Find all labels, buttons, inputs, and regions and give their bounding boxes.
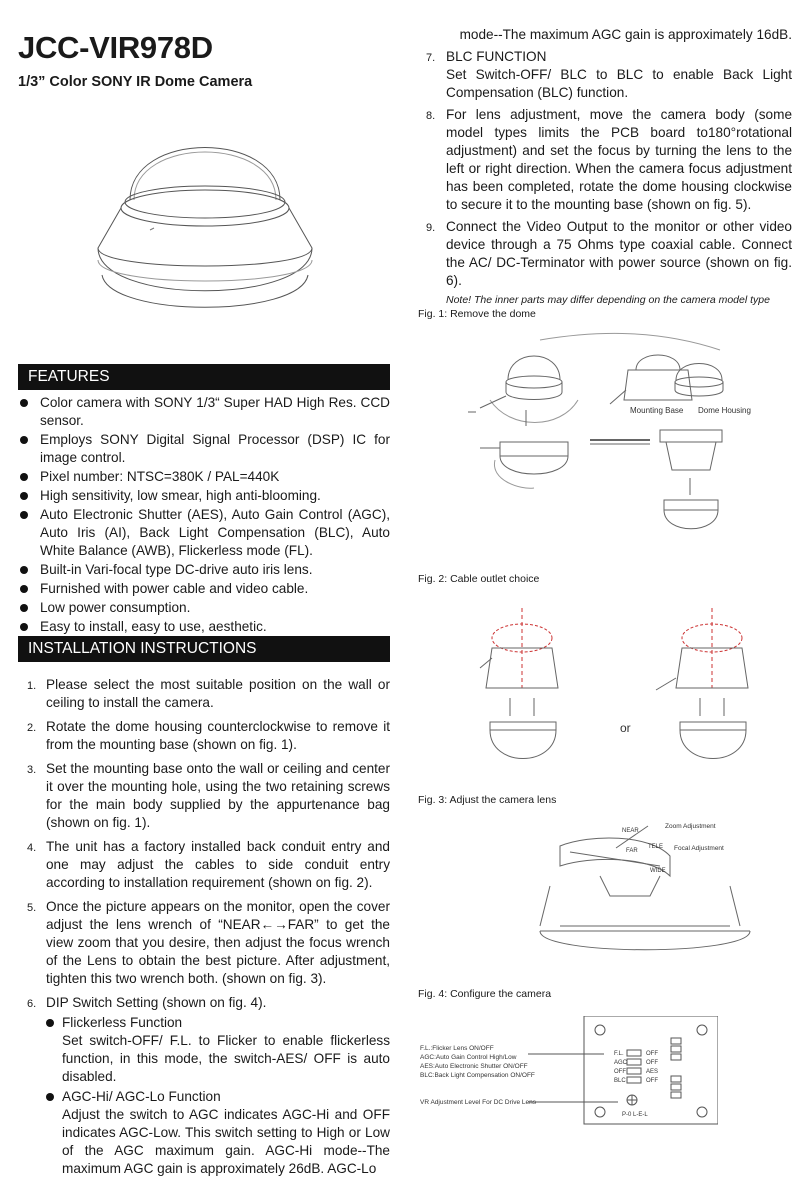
fig3-far-label: FAR: [626, 848, 638, 854]
switch-state: OFF: [646, 1051, 658, 1057]
dip-heading: AGC-Hi/ AGC-Lo Function: [62, 1089, 221, 1104]
dip-switch-list: [46, 1014, 390, 1178]
list-item: [418, 218, 792, 290]
step-number: 1.: [27, 680, 37, 692]
step-number: 3.: [27, 764, 37, 776]
legend-line: BLC:Back Light Compensation ON/OFF: [420, 1072, 535, 1079]
header: [18, 30, 391, 90]
step-number: 7.: [426, 52, 436, 64]
step-number: 8.: [426, 110, 436, 122]
step-text: For lens adjustment, move the camera body (some model types limits the PCB board to180°rotational adjustment) and set the focus by turning the lens to the left or right direction. When the camera focus adjustment has been completed, rotate the dome housing clockwise to secure it to the mounting base (shown on fig. 5).: [446, 107, 792, 212]
list-item: [20, 676, 390, 712]
fig3-illustration: [530, 816, 760, 966]
list-item: [418, 48, 792, 102]
legend-line: AGC:Auto Gain Control High/Low: [420, 1054, 517, 1061]
page-subtitle: 1/3” Color SONY IR Dome Camera: [18, 74, 253, 90]
list-item: [20, 838, 390, 892]
list-item: High sensitivity, low smear, high anti-blooming.: [20, 487, 390, 505]
step-text: Please select the most suitable position on the wall or ceiling to install the camera.: [46, 677, 390, 710]
list-item: [418, 106, 792, 214]
list-item: Pixel number: NTSC=380K / PAL=440K: [20, 468, 390, 486]
list-item: [46, 1014, 390, 1086]
switch-state: OFF: [646, 1078, 658, 1084]
dip-text: Set switch-OFF/ F.L. to Flicker to enable flickerless function, in this mode, the switch-AES/ OFF is auto disabled.: [62, 1033, 390, 1084]
switch-label: F.L.: [614, 1051, 624, 1057]
legend-line: F.L.:Flicker Lens ON/OFF: [420, 1045, 494, 1052]
step-number: 2.: [27, 722, 37, 734]
list-item: Easy to install, easy to use, aesthetic.: [20, 618, 390, 636]
step-text: Once the picture appears on the monitor, open the cover adjust the lens wrench of “NEAR←→FAR” to get the view zoom that you desire, then adjust the focus wrench of the Lens to obtain the best picture. After adjustment, tighten this two wrench both. (shown on fig. 3).: [46, 899, 390, 986]
switch-label: AGC: [614, 1060, 628, 1066]
fig4-caption: Fig. 4: Configure the camera: [418, 988, 552, 1000]
list-item: Auto Electronic Shutter (AES), Auto Gain Control (AGC), Auto Iris (AI), Back Light Compensation (BLC), Auto White Balance (AWB), Flickerless mode (FL).: [20, 506, 390, 560]
fig1-caption: Fig. 1: Remove the dome: [418, 308, 536, 320]
fig2-illustration: [470, 598, 770, 788]
fig1-label-base: Mounting Base: [630, 406, 684, 415]
step-number: 5.: [27, 902, 37, 914]
fig3-focal-label: Focal Adjustment: [674, 845, 724, 852]
features-list: [20, 394, 390, 637]
list-item: [20, 760, 390, 832]
list-item: Furnished with power cable and video cable.: [20, 580, 390, 598]
fig1-label-housing: Dome Housing: [698, 406, 751, 415]
step-number: 4.: [27, 842, 37, 854]
list-item: Color camera with SONY 1/3“ Super HAD High Res. CCD sensor.: [20, 394, 390, 430]
list-item: Low power consumption.: [20, 599, 390, 617]
step-text: Rotate the dome housing counterclockwise to remove it from the mounting base (shown on fig. 1).: [46, 719, 390, 752]
list-item: Built-in Vari-focal type DC-drive auto iris lens.: [20, 561, 390, 579]
note-text: Note! The inner parts may differ depending on the camera model type: [446, 294, 770, 306]
continued-text: mode--The maximum AGC gain is approximately 16dB.: [459, 27, 792, 42]
fig2-or-label: or: [620, 721, 631, 735]
step-text: BLC FUNCTION: [446, 49, 547, 64]
step-detail: Set Switch-OFF/ BLC to BLC to enable Back Light Compensation (BLC) function.: [446, 67, 792, 100]
install-steps-list: [20, 676, 390, 1180]
features-heading: FEATURES: [18, 364, 390, 390]
dip-heading: Flickerless Function: [62, 1015, 183, 1030]
list-item: [20, 994, 390, 1178]
fig3-caption: Fig. 3: Adjust the camera lens: [418, 794, 557, 806]
fig1-illustration: [460, 330, 790, 540]
install-heading: INSTALLATION INSTRUCTIONS: [18, 636, 390, 662]
page-title: JCC-VIR978D: [18, 30, 213, 65]
list-item: [20, 898, 390, 988]
list-item: [46, 1088, 390, 1178]
fig4-illustration: [418, 1016, 718, 1126]
step-text: DIP Switch Setting (shown on fig. 4).: [46, 995, 267, 1010]
vr-label: VR Adjustment Level For DC Drive Lens: [420, 1099, 536, 1106]
fig3-near-label: NEAR: [622, 828, 639, 834]
dome-camera-illustration: [90, 100, 320, 330]
fig2-caption: Fig. 2: Cable outlet choice: [418, 573, 540, 585]
step-text: Set the mounting base onto the wall or ceiling and center it over the mounting hole, using the two retaining screws for the main body supplied by the appurtenance bag (shown on fig. 1).: [46, 761, 390, 830]
install-steps-list-right: [418, 48, 792, 290]
step-text: The unit has a factory installed back conduit entry and one may adjust the cables to side conduit entry according to installation requirement (shown on fig. 2).: [46, 839, 390, 890]
switch-label: BLC: [614, 1078, 626, 1084]
switch-state: AES: [646, 1069, 659, 1075]
list-item: Employs SONY Digital Signal Processor (DSP) IC for image control.: [20, 431, 390, 467]
switch-state: OFF: [646, 1060, 658, 1066]
fig3-zoom-label: Zoom Adjustment: [665, 823, 716, 830]
switch-label: OFF: [614, 1069, 626, 1075]
fig3-tele-label: TELE: [648, 844, 664, 850]
fig3-wide-label: WIDE: [650, 868, 666, 874]
step-number: 6.: [27, 998, 37, 1010]
list-item: [20, 718, 390, 754]
level-label: P-0 L-E-L: [622, 1112, 648, 1118]
step-text: Connect the Video Output to the monitor or other video device through a 75 Ohms type coaxial cable. Connect the AC/ DC-Terminator with power source (shown on fig. 6).: [446, 219, 792, 288]
legend-line: AES:Auto Electronic Shutter ON/OFF: [420, 1063, 528, 1070]
dip-text: Adjust the switch to AGC indicates AGC-Hi and OFF indicates AGC-Low. This switch setting to High or Low of the AGC maximum gain. AGC-Hi mode--The maximum AGC gain is approximately 26dB. AGC-Lo: [62, 1107, 390, 1176]
right-column: [418, 26, 792, 306]
step-number: 9.: [426, 222, 436, 234]
